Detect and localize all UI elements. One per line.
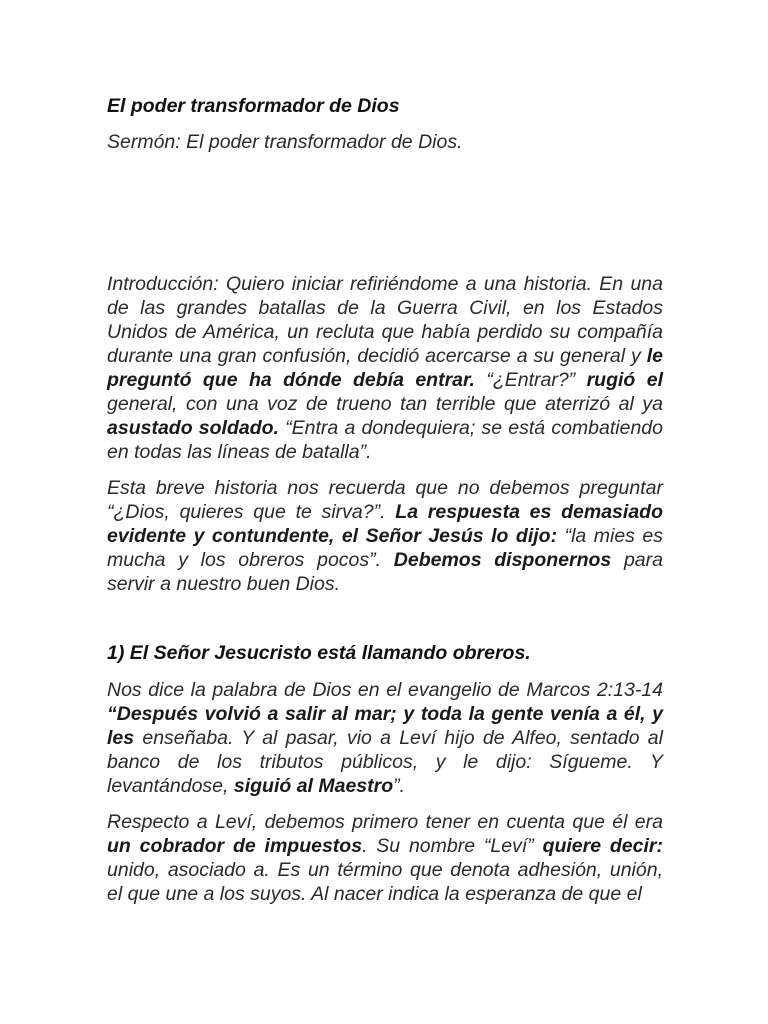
story-emphasis: La respuesta es demasiado evidente y contundente, el Señor Jesús lo dijo: (107, 501, 663, 547)
paragraph-levi (107, 810, 663, 906)
levi-text: . Su nombre “Leví” (362, 835, 543, 857)
marcos-emphasis: “Después volvió a salir al mar; y toda la gente venía a él, y les (107, 703, 663, 749)
marcos-quote: ”. (393, 775, 406, 797)
intro-emphasis: rugió el (586, 369, 663, 391)
story-quote: “la mies es mucha y los obreros pocos”. (107, 525, 663, 571)
intro-quote: “Entra a dondequiera; se está combatiendo en todas las líneas de batalla”. (107, 417, 663, 463)
marcos-text: Nos dice la palabra de Dios en el evangelio de Marcos 2:13-14 (107, 679, 663, 701)
levi-text: unido, asociado a. Es un término que denota adhesión, unión, el que une a los suyos. Al nacer indica la esperanza de que el (107, 859, 663, 905)
intro-quote: “¿Entrar?” (474, 369, 587, 391)
document-subtitle: Sermón: El poder transformador de Dios. (107, 131, 463, 153)
paragraph-introduction (107, 272, 663, 464)
document-title: El poder transformador de Dios (107, 95, 400, 117)
paragraph-marcos-citation (107, 678, 663, 798)
levi-text: Respecto a Leví, debemos primero tener en cuenta que él era (107, 811, 663, 833)
story-text: para servir a nuestro buen Dios. (107, 549, 663, 595)
section-heading: 1) El Señor Jesucristo está llamando obreros. (107, 642, 531, 664)
levi-emphasis: un cobrador de impuestos (107, 835, 363, 857)
paragraph-story-lesson (107, 476, 663, 596)
intro-text: Introducción: Quiero iniciar refiriéndome a una historia. En una de las grandes batallas de la Guerra Civil, en los Estados Unidos de América, un recluta que había perdido su compañía durante una gran confusión, decidió acercarse a su general y (107, 273, 663, 367)
story-text: Esta breve historia nos recuerda que no debemos preguntar “¿Dios, quieres que te sirva?”. (107, 477, 663, 523)
marcos-emphasis: siguió al Maestro (233, 775, 394, 797)
levi-emphasis: quiere decir: (542, 835, 663, 857)
intro-text: general, con una voz de trueno tan terrible que aterrizó al ya (107, 393, 663, 415)
intro-emphasis: asustado soldado. (107, 417, 279, 439)
intro-emphasis: le preguntó que ha dónde debía entrar. (107, 345, 663, 391)
story-emphasis: Debemos disponernos (393, 549, 612, 571)
marcos-quote: enseñaba. Y al pasar, vio a Leví hijo de Alfeo, sentado al banco de los tributos públicos, y le dijo: Sígueme. Y levantándose, (107, 727, 663, 797)
